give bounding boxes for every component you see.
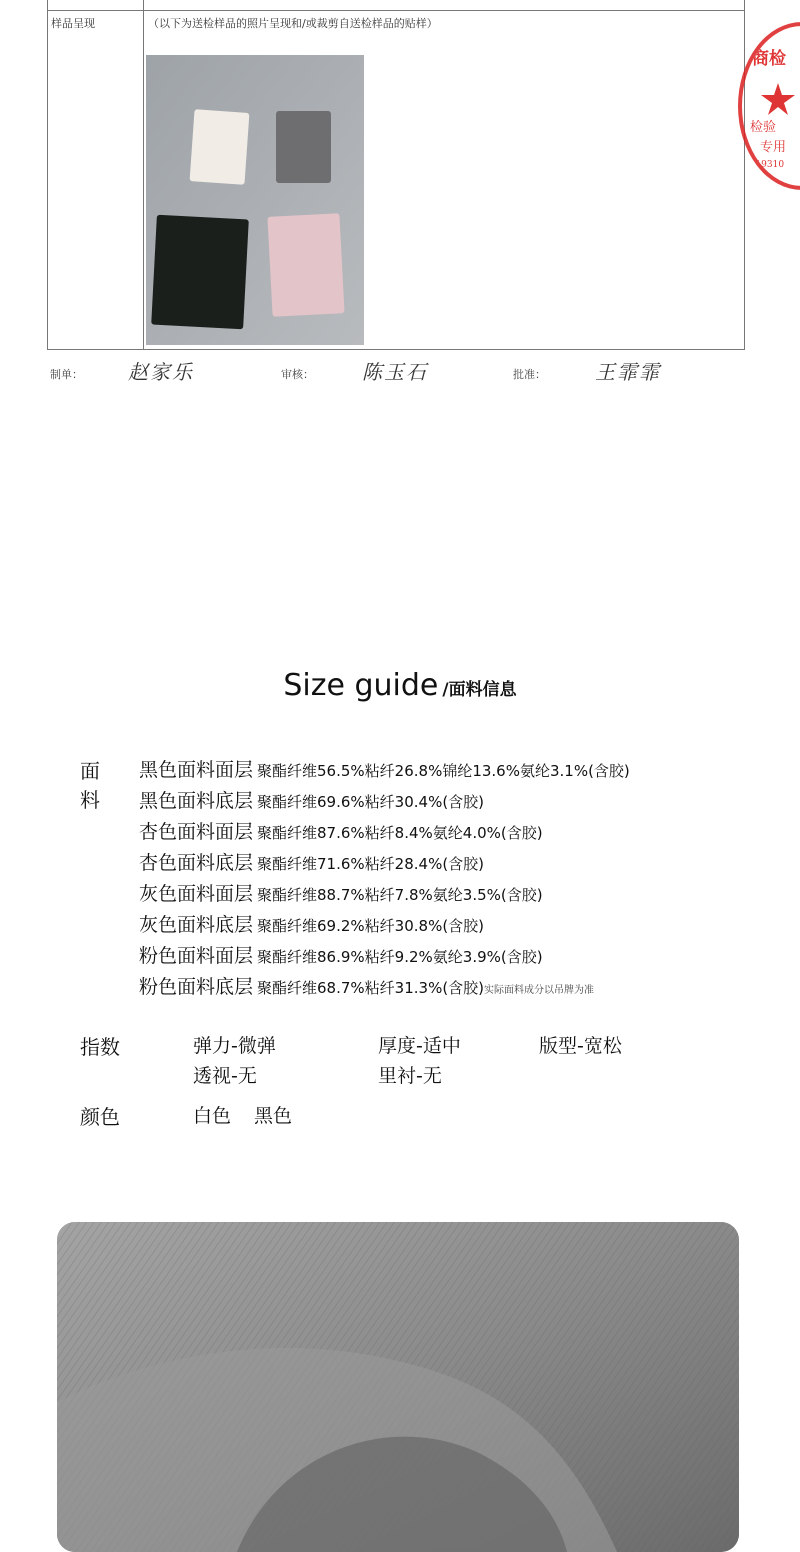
- fabric-label: 面料: [80, 759, 100, 812]
- fabric-composition: 聚酯纤维69.6%粘纤30.4%(含胶): [257, 793, 485, 811]
- fabric-composition: 聚酯纤维88.7%粘纤7.8%氨纶3.5%(含胶): [257, 886, 543, 904]
- stamp-text-top: 商检: [752, 49, 786, 69]
- stamp-code: 3019310: [744, 160, 785, 170]
- color-option-white: 白色: [193, 1105, 232, 1127]
- stamp-star-icon: [760, 81, 796, 117]
- color-option-black: 黑色: [254, 1105, 293, 1127]
- sample-photo: [146, 55, 364, 345]
- fabric-composition: 聚酯纤维68.7%粘纤31.3%(含胶): [257, 979, 485, 997]
- fabric-row: [139, 817, 799, 848]
- approved-by-label: 批准：: [513, 368, 546, 381]
- fabric-row: [139, 755, 799, 786]
- reviewed-by-label: 审核：: [281, 368, 314, 381]
- sample-row-label: 样品呈现: [51, 17, 95, 30]
- swatch-white: [190, 109, 250, 185]
- size-guide-subtitle: /面料信息: [442, 680, 517, 700]
- index-transparency: 透视-无: [193, 1065, 257, 1087]
- index-elasticity: 弹力-微弹: [193, 1035, 276, 1057]
- stamp-text-bottom: 专用: [760, 140, 787, 155]
- prepared-by-signature: 赵家乐: [128, 360, 194, 384]
- reviewed-by-signature: 陈玉石: [362, 360, 428, 384]
- fabric-composition: 聚酯纤维69.2%粘纤30.8%(含胶): [257, 917, 485, 935]
- fabric-composition: 聚酯纤维86.9%粘纤9.2%氨纶3.9%(含胶): [257, 948, 543, 966]
- index-label: 指数: [80, 1035, 120, 1059]
- sample-row-note: （以下为送检样品的照片呈现和/或裁剪自送检样品的贴样）: [148, 17, 438, 30]
- fabric-row: [139, 941, 799, 972]
- fabric-disclaimer: 实际面料成分以吊牌为准: [484, 985, 595, 996]
- fabric-name: 黑色面料底层: [139, 790, 254, 812]
- size-guide-title: Size guide: [283, 668, 439, 703]
- size-guide-heading: [0, 668, 800, 703]
- fabric-composition: 聚酯纤维87.6%粘纤8.4%氨纶4.0%(含胶): [257, 824, 543, 842]
- fabric-row: [139, 879, 799, 910]
- table-column-divider: [143, 0, 144, 349]
- test-report-table: [47, 0, 745, 350]
- fabric-name: 灰色面料底层: [139, 914, 254, 936]
- fabric-row: [139, 972, 799, 1003]
- fabric-row: [139, 786, 799, 817]
- fabric-list: [139, 755, 799, 1003]
- fabric-name: 黑色面料面层: [139, 759, 254, 781]
- fabric-composition: 聚酯纤维56.5%粘纤26.8%锦纶13.6%氨纶3.1%(含胶): [257, 762, 630, 780]
- index-thickness: 厚度-适中: [378, 1035, 461, 1057]
- inspection-stamp: [738, 22, 800, 190]
- knit-fabric-photo: [57, 1222, 739, 1552]
- table-top-border: [48, 10, 744, 11]
- fabric-name: 粉色面料面层: [139, 945, 254, 967]
- color-label: 颜色: [80, 1105, 120, 1129]
- approved-by-signature: 王霏霏: [595, 360, 661, 384]
- fabric-name: 杏色面料面层: [139, 821, 254, 843]
- fabric-row: [139, 848, 799, 879]
- prepared-by-label: 制单：: [50, 368, 83, 381]
- stamp-text-middle: 检验: [750, 120, 777, 135]
- fabric-name: 粉色面料底层: [139, 976, 254, 998]
- fabric-name: 灰色面料面层: [139, 883, 254, 905]
- swatch-black: [151, 215, 249, 330]
- fabric-composition: 聚酯纤维71.6%粘纤28.4%(含胶): [257, 855, 485, 873]
- fabric-row: [139, 910, 799, 941]
- swatch-grey: [276, 111, 331, 183]
- index-lining: 里衬-无: [378, 1065, 442, 1087]
- index-fit: 版型-宽松: [539, 1035, 622, 1057]
- fabric-name: 杏色面料底层: [139, 852, 254, 874]
- swatch-pink: [267, 213, 344, 317]
